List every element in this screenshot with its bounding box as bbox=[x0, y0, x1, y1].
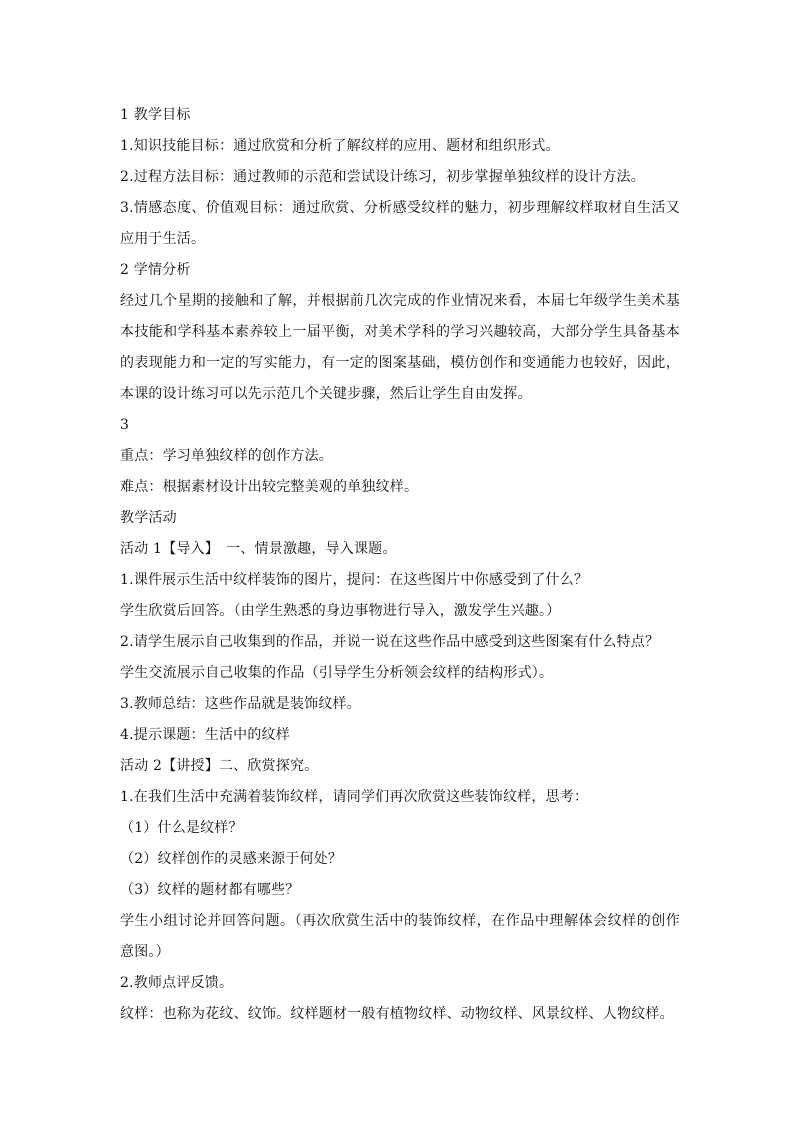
activity-1-step-3: 3.教师总结：这些作品就是装饰纹样。 bbox=[120, 696, 361, 712]
activity-1-step-4: 4.提示课题：生活中的纹样 bbox=[120, 727, 290, 743]
activity-1-title: 活动 1【导入】 一、情景激趣，导入课题。 bbox=[120, 541, 397, 557]
heading-teaching-goals: 1 教学目标 bbox=[120, 107, 191, 123]
activity-2-step-1: 1.在我们生活中充满着装饰纹样，请同学们再次欣赏这些装饰纹样，思考： bbox=[120, 789, 589, 805]
activity-1-student-answer: 学生欣赏后回答。（由学生熟悉的身边事物进行导入，激发学生兴趣。） bbox=[120, 603, 561, 619]
heading-teaching-activities: 教学活动 bbox=[120, 510, 177, 526]
pattern-definition: 纹样：也称为花纹、纹饰。纹样题材一般有植物纹样、动物纹样、风景纹样、人物纹样。 bbox=[120, 1006, 674, 1022]
question-2: （2）纹样创作的灵感来源于何处？ bbox=[120, 851, 343, 867]
activity-2-title: 活动 2【讲授】二、欣赏探究。 bbox=[120, 758, 319, 774]
question-3: （3）纹样的题材都有哪些？ bbox=[120, 882, 300, 898]
document-body bbox=[120, 100, 680, 1030]
activity-1-student-exchange: 学生交流展示自己收集的作品（引导学生分析领会纹样的结构形式）。 bbox=[120, 665, 554, 681]
goal-process: 2.过程方法目标：通过教师的示范和尝试设计练习，初步掌握单独纹样的设计方法。 bbox=[120, 169, 645, 185]
question-1: （1）什么是纹样？ bbox=[120, 820, 243, 836]
activity-1-step-1: 1.课件展示生活中纹样装饰的图片，提问：在这些图片中你感受到了什么？ bbox=[120, 572, 589, 588]
student-analysis-paragraph: 经过几个星期的接触和了解，并根据前几次完成的作业情况来看，本届七年级学生美术基本技能和学科基本素养较上一届平衡，对美术学科的学习兴趣较高，大部分学生具备基本的表现能力和一定的写实能力，有一定的图案基础，模仿创作和变通能力也较好，因此，本课的设计练习可以先示范几个关键步骤，然后让学生自由发挥。 bbox=[120, 293, 680, 402]
activity-2-step-2: 2.教师点评反馈。 bbox=[120, 975, 234, 991]
heading-student-analysis: 2 学情分析 bbox=[120, 262, 191, 278]
activity-1-step-2: 2.请学生展示自己收集到的作品，并说一说在这些作品中感受到这些图案有什么特点？ bbox=[120, 634, 660, 650]
goal-emotion: 3.情感态度、价值观目标：通过欣赏、分析感受纹样的魅力，初步理解纹样取材自生活又应用于生活。 bbox=[120, 200, 680, 247]
heading-section-3: 3 bbox=[120, 417, 130, 433]
difficult-point: 难点：根据素材设计出较完整美观的单独纹样。 bbox=[120, 479, 419, 495]
key-point: 重点：学习单独纹样的创作方法。 bbox=[120, 448, 333, 464]
group-discussion-paragraph: 学生小组讨论并回答问题。（再次欣赏生活中的装饰纹样，在作品中理解体会纹样的创作意图。） bbox=[120, 913, 680, 960]
goal-knowledge: 1.知识技能目标：通过欣赏和分析了解纹样的应用、题材和组织形式。 bbox=[120, 138, 560, 154]
